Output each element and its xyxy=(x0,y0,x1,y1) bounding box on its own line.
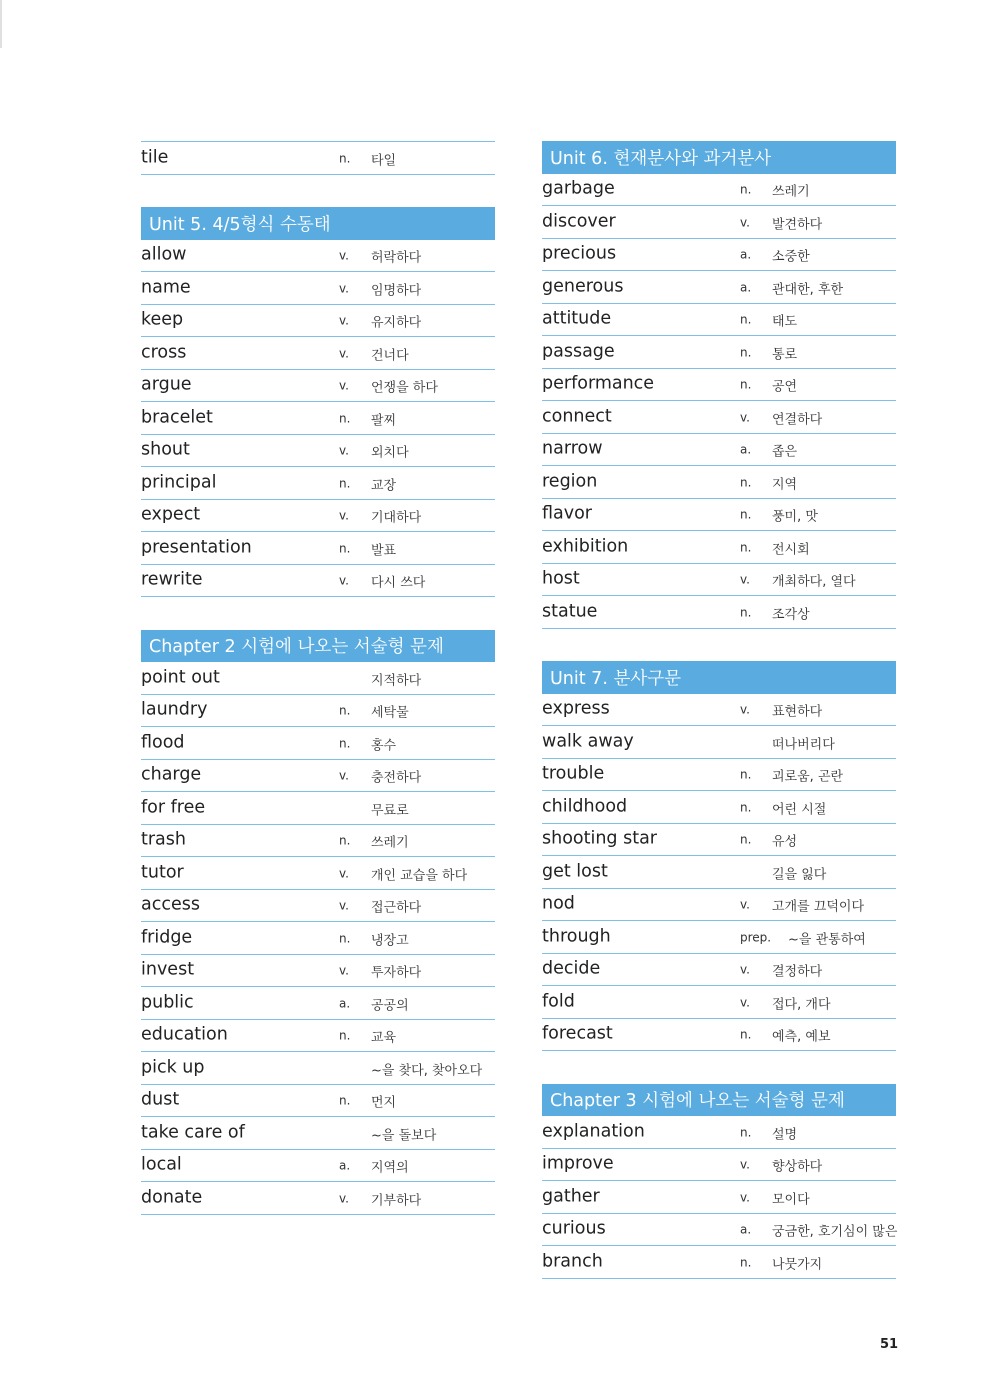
section-spacer xyxy=(542,1051,896,1084)
vocab-meaning: ~을 돌보다 xyxy=(371,1128,437,1144)
page-number: 51 xyxy=(880,1337,899,1352)
part-of-speech: v. xyxy=(740,897,750,912)
vocab-word: laundry xyxy=(141,699,208,720)
vocab-row-tutor xyxy=(141,857,495,890)
vocab-row-cross xyxy=(141,337,495,370)
vocab-word: trash xyxy=(141,829,186,850)
vocab-word: passage xyxy=(542,341,615,362)
vocab-word: argue xyxy=(141,374,192,395)
part-of-speech: v. xyxy=(339,866,349,881)
vocab-meaning: 결정하다 xyxy=(772,964,823,980)
vocab-meaning: 유지하다 xyxy=(371,315,422,331)
part-of-speech: v. xyxy=(740,215,750,230)
vocab-row-take-care-of xyxy=(141,1117,495,1150)
vocab-meaning: 충전하다 xyxy=(371,770,422,786)
part-of-speech: n. xyxy=(339,703,351,718)
part-of-speech: v. xyxy=(339,346,349,361)
vocab-meaning: 쓰레기 xyxy=(371,835,409,851)
vocab-word: keep xyxy=(141,309,184,330)
vocab-word: donate xyxy=(141,1187,203,1208)
vocab-meaning: 나뭇가지 xyxy=(772,1257,823,1273)
vocab-row-for-free xyxy=(141,792,495,825)
vocab-word: performance xyxy=(542,373,655,394)
page-corner-mark xyxy=(0,0,2,48)
vocab-word: nod xyxy=(542,893,575,914)
vocab-row-trouble xyxy=(542,759,896,792)
vocab-row-curious xyxy=(542,1214,896,1247)
vocab-row-allow xyxy=(141,240,495,273)
vocab-meaning: 언쟁을 하다 xyxy=(371,380,438,396)
vocab-row-nod xyxy=(542,889,896,922)
vocab-word: host xyxy=(542,568,580,589)
vocab-row-fridge xyxy=(141,922,495,955)
vocab-row-shooting-star xyxy=(542,824,896,857)
vocab-meaning: 기대하다 xyxy=(371,510,422,526)
vocab-meaning: 통로 xyxy=(772,347,798,363)
vocab-word: garbage xyxy=(542,178,615,199)
vocab-word: connect xyxy=(542,406,612,427)
vocab-meaning: 투자하다 xyxy=(371,965,422,981)
vocab-meaning: 조각상 xyxy=(772,607,810,623)
section-header: Unit 7. 분사구문 xyxy=(542,661,896,694)
part-of-speech: n. xyxy=(740,507,752,522)
vocab-row-education xyxy=(141,1020,495,1053)
part-of-speech: n. xyxy=(740,1255,752,1270)
vocab-word: local xyxy=(141,1154,182,1175)
part-of-speech: n. xyxy=(339,931,351,946)
vocab-word: rewrite xyxy=(141,569,203,590)
part-of-speech: n. xyxy=(339,476,351,491)
part-of-speech: n. xyxy=(740,605,752,620)
vocab-row-performance xyxy=(542,369,896,402)
part-of-speech: v. xyxy=(740,410,750,425)
vocab-row-invest xyxy=(141,955,495,988)
vocab-word: gather xyxy=(542,1186,600,1207)
part-of-speech: a. xyxy=(740,442,752,457)
vocab-row-fold xyxy=(542,986,896,1019)
vocab-row-forecast xyxy=(542,1019,896,1052)
vocab-meaning: 냉장고 xyxy=(371,933,409,949)
vocab-row-argue xyxy=(141,370,495,403)
vocab-meaning: 관대한, 후한 xyxy=(772,282,844,298)
vocab-word: pick up xyxy=(141,1057,205,1078)
vocab-meaning: 다시 쓰다 xyxy=(371,575,426,591)
vocab-meaning: 소중한 xyxy=(772,249,810,265)
vocab-word: for free xyxy=(141,797,206,818)
vocab-meaning: 공공의 xyxy=(371,998,409,1014)
vocab-row-generous xyxy=(542,271,896,304)
vocab-meaning: 먼지 xyxy=(371,1095,397,1111)
vocab-meaning: 접근하다 xyxy=(371,900,422,916)
vocab-meaning: ~을 관통하여 xyxy=(788,932,866,948)
vocab-word: presentation xyxy=(141,537,252,558)
vocab-word: exhibition xyxy=(542,536,629,557)
vocab-word: precious xyxy=(542,243,617,264)
part-of-speech: v. xyxy=(740,962,750,977)
vocab-meaning: ~을 찾다, 찾아오다 xyxy=(371,1063,483,1079)
vocab-word: point out xyxy=(141,667,220,688)
vocab-meaning: 발견하다 xyxy=(772,217,823,233)
vocab-word: shooting star xyxy=(542,828,658,849)
vocab-row-keep xyxy=(141,305,495,338)
vocab-row-trash xyxy=(141,825,495,858)
section-spacer xyxy=(542,629,896,662)
vocab-row-region xyxy=(542,466,896,499)
vocab-meaning: 팔찌 xyxy=(371,413,397,429)
vocab-word: explanation xyxy=(542,1121,645,1142)
vocab-row-host xyxy=(542,564,896,597)
part-of-speech: v. xyxy=(339,248,349,263)
part-of-speech: v. xyxy=(339,313,349,328)
vocab-row-flavor xyxy=(542,499,896,532)
vocab-word: expect xyxy=(141,504,201,525)
vocab-row-point-out xyxy=(141,662,495,695)
vocab-meaning: 길을 잃다 xyxy=(772,867,827,883)
vocab-row-passage xyxy=(542,336,896,369)
part-of-speech: n. xyxy=(339,541,351,556)
vocab-meaning: 궁금한, 호기심이 많은 xyxy=(772,1224,898,1240)
part-of-speech: v. xyxy=(339,378,349,393)
vocab-row-name xyxy=(141,272,495,305)
vocab-word: tile xyxy=(141,147,169,168)
vocab-row-through xyxy=(542,921,896,954)
vocab-meaning: 표현하다 xyxy=(772,704,823,720)
vocab-word: flood xyxy=(141,732,185,753)
vocab-row-bracelet xyxy=(141,402,495,435)
vocab-word: public xyxy=(141,992,194,1013)
vocab-meaning: 지역의 xyxy=(371,1160,409,1176)
vocab-word: statue xyxy=(542,601,598,622)
part-of-speech: v. xyxy=(740,1157,750,1172)
part-of-speech: v. xyxy=(339,898,349,913)
part-of-speech: v. xyxy=(740,702,750,717)
part-of-speech: n. xyxy=(740,800,752,815)
vocab-word: decide xyxy=(542,958,601,979)
vocab-word: fridge xyxy=(141,927,193,948)
vocab-row-flood xyxy=(141,727,495,760)
section-spacer xyxy=(141,175,495,208)
vocab-row-express xyxy=(542,694,896,727)
vocab-word: bracelet xyxy=(141,407,213,428)
vocab-meaning: 좁은 xyxy=(772,444,798,460)
vocab-word: get lost xyxy=(542,861,608,882)
part-of-speech: n. xyxy=(339,736,351,751)
part-of-speech: n. xyxy=(339,1028,351,1043)
vocab-word: principal xyxy=(141,472,217,493)
vocab-meaning: 임명하다 xyxy=(371,283,422,299)
part-of-speech: a. xyxy=(339,996,351,1011)
part-of-speech: n. xyxy=(339,151,351,166)
part-of-speech: a. xyxy=(339,1158,351,1173)
vocab-meaning: 괴로움, 곤란 xyxy=(772,769,844,785)
vocab-word: shout xyxy=(141,439,190,460)
part-of-speech: v. xyxy=(740,1190,750,1205)
vocab-word: branch xyxy=(542,1251,603,1272)
vocab-row-tile xyxy=(141,141,495,175)
part-of-speech: a. xyxy=(740,280,752,295)
part-of-speech: n. xyxy=(740,832,752,847)
right-vocab-column xyxy=(542,141,896,1279)
vocab-word: trouble xyxy=(542,763,605,784)
part-of-speech: v. xyxy=(339,443,349,458)
vocab-meaning: 예측, 예보 xyxy=(772,1029,831,1045)
vocab-row-pick-up xyxy=(141,1052,495,1085)
part-of-speech: v. xyxy=(339,963,349,978)
vocab-meaning: 태도 xyxy=(772,314,798,330)
vocab-meaning: 발표 xyxy=(371,543,397,559)
vocab-word: flavor xyxy=(542,503,593,524)
part-of-speech: prep. xyxy=(740,930,772,945)
vocab-meaning: 타일 xyxy=(371,153,397,169)
section-spacer xyxy=(141,597,495,630)
vocab-meaning: 홍수 xyxy=(371,738,397,754)
vocab-row-narrow xyxy=(542,434,896,467)
vocab-meaning: 설명 xyxy=(772,1127,798,1143)
part-of-speech: n. xyxy=(740,182,752,197)
vocab-meaning: 외치다 xyxy=(371,445,409,461)
vocab-row-presentation xyxy=(141,532,495,565)
vocab-meaning: 건너다 xyxy=(371,348,409,364)
vocab-meaning: 어린 시절 xyxy=(772,802,827,818)
vocab-word: name xyxy=(141,277,191,298)
vocab-word: through xyxy=(542,926,611,947)
vocab-row-principal xyxy=(141,467,495,500)
vocab-word: forecast xyxy=(542,1023,613,1044)
vocab-row-expect xyxy=(141,500,495,533)
part-of-speech: v. xyxy=(740,995,750,1010)
vocab-word: education xyxy=(141,1024,228,1045)
vocab-meaning: 무료로 xyxy=(371,803,409,819)
vocab-meaning: 지적하다 xyxy=(371,673,422,689)
vocab-row-dust xyxy=(141,1085,495,1118)
section-header: Chapter 2 시험에 나오는 서술형 문제 xyxy=(141,630,495,663)
vocab-row-explanation xyxy=(542,1116,896,1149)
vocab-meaning: 접다, 개다 xyxy=(772,997,831,1013)
vocab-meaning: 개최하다, 열다 xyxy=(772,574,856,590)
vocab-word: attitude xyxy=(542,308,612,329)
vocab-row-precious xyxy=(542,239,896,272)
part-of-speech: n. xyxy=(740,1027,752,1042)
vocab-row-rewrite xyxy=(141,565,495,598)
vocab-row-childhood xyxy=(542,791,896,824)
part-of-speech: v. xyxy=(339,508,349,523)
part-of-speech: n. xyxy=(740,377,752,392)
vocab-meaning: 모이다 xyxy=(772,1192,810,1208)
vocab-word: curious xyxy=(542,1218,606,1239)
section-header: Unit 6. 현재분사와 과거분사 xyxy=(542,141,896,174)
vocab-meaning: 고개를 끄덕이다 xyxy=(772,899,865,915)
vocab-row-improve xyxy=(542,1149,896,1182)
vocab-word: cross xyxy=(141,342,187,363)
vocab-row-local xyxy=(141,1150,495,1183)
vocab-row-garbage xyxy=(542,174,896,207)
vocab-meaning: 허락하다 xyxy=(371,250,422,266)
vocab-meaning: 교장 xyxy=(371,478,397,494)
vocab-meaning: 풍미, 맛 xyxy=(772,509,818,525)
vocab-row-shout xyxy=(141,435,495,468)
part-of-speech: v. xyxy=(339,768,349,783)
vocab-meaning: 교육 xyxy=(371,1030,397,1046)
part-of-speech: n. xyxy=(339,411,351,426)
vocab-meaning: 연결하다 xyxy=(772,412,823,428)
vocab-row-public xyxy=(141,987,495,1020)
vocab-word: express xyxy=(542,698,610,719)
part-of-speech: n. xyxy=(740,1125,752,1140)
vocab-meaning: 지역 xyxy=(772,477,798,493)
vocab-meaning: 세탁물 xyxy=(371,705,409,721)
vocab-word: generous xyxy=(542,276,624,297)
part-of-speech: n. xyxy=(339,1093,351,1108)
vocab-word: access xyxy=(141,894,200,915)
vocab-word: fold xyxy=(542,991,575,1012)
vocab-row-exhibition xyxy=(542,531,896,564)
part-of-speech: n. xyxy=(740,312,752,327)
part-of-speech: v. xyxy=(339,573,349,588)
vocab-row-connect xyxy=(542,401,896,434)
vocab-meaning: 기부하다 xyxy=(371,1193,422,1209)
vocab-row-branch xyxy=(542,1246,896,1279)
vocab-meaning: 떠나버리다 xyxy=(772,737,835,753)
vocab-row-access xyxy=(141,890,495,923)
vocab-word: tutor xyxy=(141,862,184,883)
vocab-row-laundry xyxy=(141,695,495,728)
vocab-row-charge xyxy=(141,760,495,793)
vocab-row-donate xyxy=(141,1182,495,1215)
vocab-meaning: 향상하다 xyxy=(772,1159,823,1175)
vocab-word: narrow xyxy=(542,438,603,459)
vocab-word: invest xyxy=(141,959,195,980)
vocab-row-discover xyxy=(542,206,896,239)
vocab-meaning: 쓰레기 xyxy=(772,184,810,200)
part-of-speech: n. xyxy=(339,833,351,848)
vocab-meaning: 개인 교습을 하다 xyxy=(371,868,468,884)
part-of-speech: n. xyxy=(740,540,752,555)
vocab-word: charge xyxy=(141,764,202,785)
part-of-speech: a. xyxy=(740,1222,752,1237)
part-of-speech: n. xyxy=(740,767,752,782)
left-vocab-column xyxy=(141,141,495,1215)
vocab-word: improve xyxy=(542,1153,614,1174)
vocab-meaning: 유성 xyxy=(772,834,798,850)
vocab-word: take care of xyxy=(141,1122,245,1143)
vocab-word: dust xyxy=(141,1089,180,1110)
part-of-speech: a. xyxy=(740,247,752,262)
vocab-row-attitude xyxy=(542,304,896,337)
vocab-word: allow xyxy=(141,244,187,265)
vocab-row-get-lost xyxy=(542,856,896,889)
section-header: Chapter 3 시험에 나오는 서술형 문제 xyxy=(542,1084,896,1117)
vocab-word: childhood xyxy=(542,796,628,817)
part-of-speech: v. xyxy=(339,1191,349,1206)
vocab-row-decide xyxy=(542,954,896,987)
section-header: Unit 5. 4/5형식 수동태 xyxy=(141,207,495,240)
vocab-row-statue xyxy=(542,596,896,629)
vocab-meaning: 공연 xyxy=(772,379,798,395)
part-of-speech: n. xyxy=(740,345,752,360)
vocab-word: walk away xyxy=(542,731,634,752)
vocab-meaning: 전시회 xyxy=(772,542,810,558)
part-of-speech: v. xyxy=(740,572,750,587)
vocab-word: discover xyxy=(542,211,616,232)
part-of-speech: v. xyxy=(339,281,349,296)
part-of-speech: n. xyxy=(740,475,752,490)
vocab-row-walk-away xyxy=(542,726,896,759)
vocab-word: region xyxy=(542,471,598,492)
vocab-row-gather xyxy=(542,1181,896,1214)
